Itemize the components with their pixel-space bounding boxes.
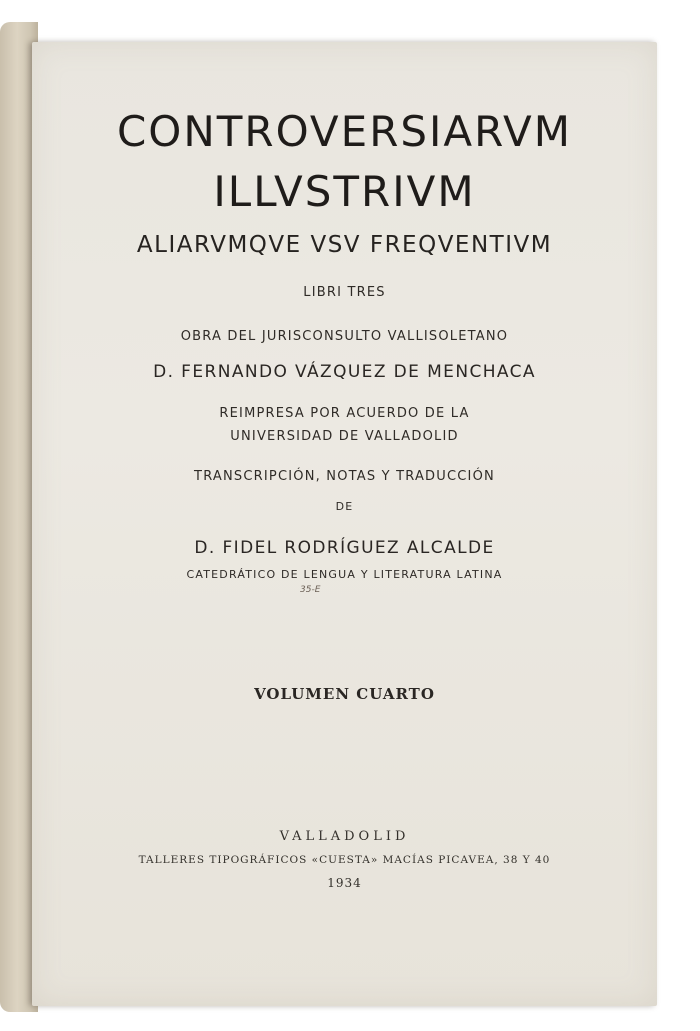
libri-tres: LIBRI TRES	[303, 285, 386, 300]
reprint-line-2: UNIVERSIDAD DE VALLADOLID	[230, 429, 459, 444]
main-title-line-1: CONTROVERSIARVM	[116, 107, 573, 156]
imprint-printer: TALLERES TIPOGRÁFICOS «CUESTA» MACÍAS PICAVEA, 38 Y 40	[138, 854, 551, 866]
author-intro: OBRA DEL JURISCONSULTO VALLISOLETANO	[180, 329, 509, 344]
handwritten-note: 35-E	[300, 585, 321, 595]
title-page	[32, 42, 657, 1006]
translator-name: D. FIDEL RODRÍGUEZ ALCALDE	[194, 538, 495, 558]
main-title-line-2: ILLVSTRIVM	[213, 167, 476, 216]
reprint-line-1: REIMPRESA POR ACUERDO DE LA	[219, 406, 470, 421]
translation-credit: TRANSCRIPCIÓN, NOTAS Y TRADUCCIÓN	[194, 469, 495, 484]
main-title-line-3: ALIARVMQVE VSV FREQVENTIVM	[136, 232, 553, 258]
volume-label: VOLUMEN CUARTO	[254, 685, 435, 703]
translator-title: CATEDRÁTICO DE LENGUA Y LITERATURA LATINA	[186, 568, 503, 581]
imprint-city: VALLADOLID	[279, 829, 410, 844]
de-connector: DE	[335, 500, 354, 513]
imprint-year: 1934	[327, 876, 362, 890]
author-name: D. FERNANDO VÁZQUEZ DE MENCHACA	[153, 362, 536, 382]
